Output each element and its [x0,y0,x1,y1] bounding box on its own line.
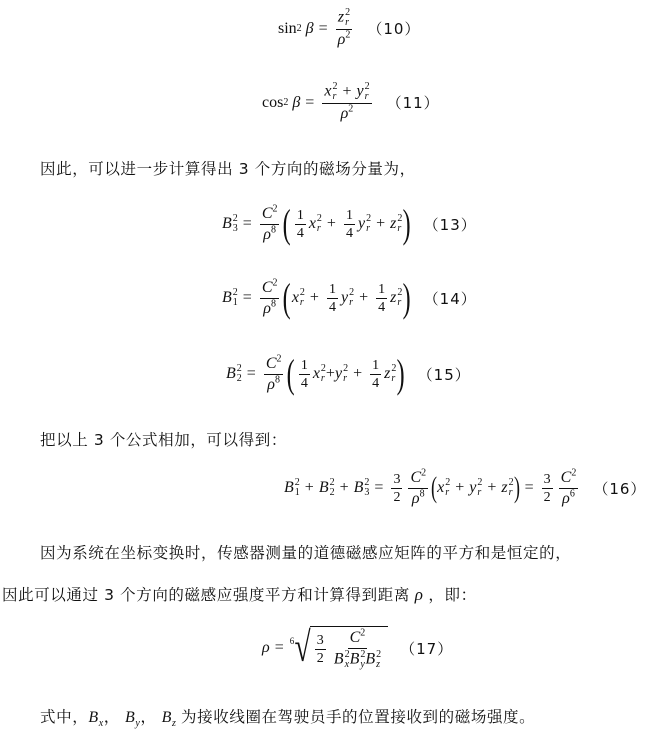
equation-17-number: （17） [400,639,454,658]
paragraph-4-end: 为接收线圈在驾驶员手的位置接收到的磁场强度。 [181,708,536,726]
equation-15: B 2 2 = $\frac{C^2}{\rho^8}$ ( $\frac{1}{4}$ x 2 r + y 2 r + $\frac{1}{4}$ z 2 r ) （15） [226,351,471,396]
equation-16: B 2 1 + B 2 2 + B 2 3 = $\frac{3}{2}$ $\frac{C^2}{\rho^8}$ ( x 2 r + y 2 r + z 2 r ) = $\frac{3}{2}$ $\frac{C^2}{\rho^6}$ （16） [284,467,647,507]
equation-16-number: （16） [593,479,647,498]
paragraph-3-line-2-end: ，即： [428,586,477,604]
equation-15-number: （15） [417,365,471,384]
equation-13-number: （13） [423,215,477,234]
equation-14-number: （14） [423,289,477,308]
sixth-root: 6 √ $\frac{3}{2}$ $C^2$ B 2 x B 2 y B 2 z [289,626,388,670]
paragraph-3-line-1: 因为系统在坐标变换时，传感器测量的道德磁感应矩阵的平方和是恒定的， [40,544,572,562]
equation-11: cos 2 β = x 2 r + y 2 r $\rho^2$ （11） [262,81,440,122]
paragraph-3-line-2: 因此可以通过 3 个方向的磁感应强度平方和计算得到距离 ρ ，即： [2,585,477,604]
paragraph-4: 式中，$B_x$， $B_y$， $B_z$ 为接收线圈在驾驶员手的位置接收到的磁场强度。 [40,708,536,730]
equation-10-number: （10） [367,20,421,38]
paragraph-1: 因此，可以进一步计算得出 3 个方向的磁场分量为， [40,160,416,178]
equation-13: B 2 3 = $\frac{C^2}{\rho^8}$ ( $\frac{1}{4}$ x 2 r + $\frac{1}{4}$ y 2 r + z 2 r ) （13） [222,201,477,246]
equation-14: B 2 1 = $\frac{C^2}{\rho^8}$ ( x 2 r + $\frac{1}{4}$ y 2 r + $\frac{1}{4}$ z 2 r ) （14） [222,275,477,320]
paragraph-3-line-2-text: 因此可以通过 3 个方向的磁感应强度平方和计算得到距离 [2,586,410,604]
equation-11-number: （11） [386,94,440,112]
paragraph-4-start: 式中， [40,708,89,726]
equation-10: sin 2 β = z 2 r $\rho^2$ （10） [278,7,421,48]
paragraph-2: 把以上 3 个公式相加，可以得到： [40,431,287,449]
equation-17: ρ = 6 √ $\frac{3}{2}$ $C^2$ B 2 x B 2 y B 2 z （17） [262,625,454,671]
